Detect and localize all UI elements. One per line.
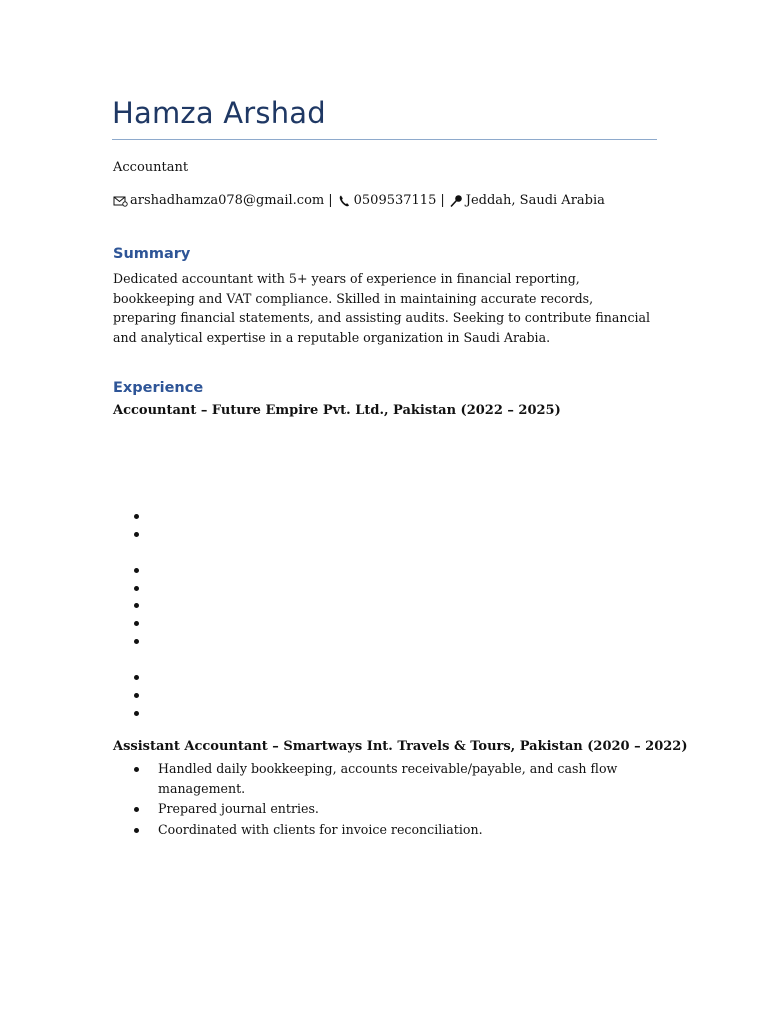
experience-heading: Experience (113, 380, 204, 396)
bullet-dot (134, 828, 139, 833)
job-title: Accountant (113, 160, 189, 175)
bullet-dot (134, 767, 139, 772)
empty-bullet (134, 603, 139, 608)
job-title-2: Assistant Accountant – Smartways Int. Travels & Tours, Pakistan (2020 – 2022) (113, 739, 688, 754)
empty-bullet (134, 639, 139, 644)
duty-text: Handled daily bookkeeping, accounts receivable/payable, and cash flow management. (158, 761, 618, 796)
empty-bullet (134, 568, 139, 573)
summary-heading: Summary (113, 246, 191, 262)
contact-email[interactable]: arshadhamza078@gmail.com (130, 193, 325, 208)
empty-bullet (134, 621, 139, 626)
contact-separator: | (328, 193, 333, 208)
envelope-icon (113, 194, 128, 208)
contact-line (113, 193, 605, 208)
empty-bullet (134, 532, 139, 537)
list-item (134, 820, 654, 840)
job-title-1: Accountant – Future Empire Pvt. Ltd., Pakistan (2022 – 2025) (113, 403, 561, 418)
location-pin-icon (449, 194, 464, 208)
summary-text: Dedicated accountant with 5+ years of experience in financial reporting, bookkeeping and VAT compliance. Skilled in maintaining accurate records, preparing financial statements, and assisting audits. Seeking to contribute financial and analytical expertise in a reputable organization in Saudi Arabia. (113, 271, 651, 345)
empty-bullet (134, 711, 139, 716)
list-item (134, 799, 654, 819)
bullet-dot (134, 807, 139, 812)
empty-bullet (134, 586, 139, 591)
contact-separator: | (440, 193, 445, 208)
header-divider (112, 139, 657, 140)
empty-bullet (134, 675, 139, 680)
list-item (134, 759, 654, 798)
contact-location: Jeddah, Saudi Arabia (465, 193, 605, 208)
job-2-duties (134, 759, 654, 840)
candidate-name: Hamza Arshad (112, 96, 326, 130)
contact-phone[interactable]: 0509537115 (353, 193, 437, 208)
empty-bullet (134, 693, 139, 698)
duty-text: Prepared journal entries. (158, 801, 319, 816)
phone-icon (337, 194, 352, 208)
duty-text: Coordinated with clients for invoice reconciliation. (158, 821, 483, 837)
empty-bullet (134, 514, 139, 519)
